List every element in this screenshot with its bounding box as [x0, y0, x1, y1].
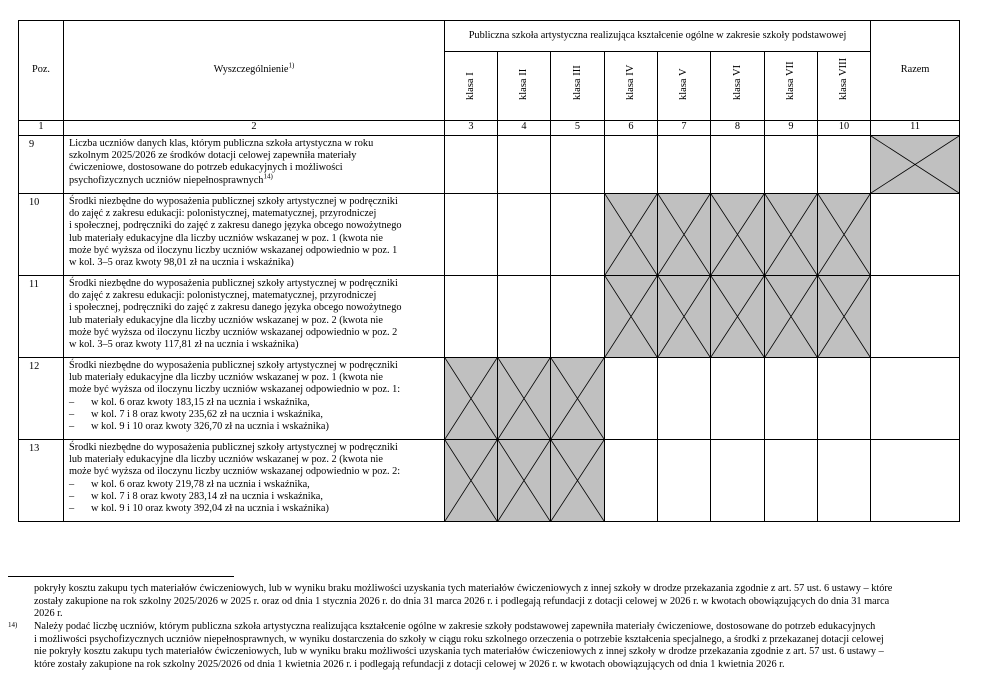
cross-mark-icon: [818, 276, 870, 357]
description-line: [69, 162, 440, 174]
cross-mark-icon: [445, 358, 497, 439]
footnote-ref-14: 14): [263, 172, 273, 181]
crossed-out-cell: [551, 358, 605, 440]
column-number: 9: [765, 121, 818, 136]
description-line: [69, 339, 440, 351]
row-description: [64, 358, 445, 440]
description-line: [69, 138, 440, 150]
class-entry-cell[interactable]: [658, 358, 711, 440]
header-class-8: [818, 52, 871, 121]
crossed-out-cell: [818, 276, 871, 358]
dash-item-text: w kol. 7 i 8 oraz kwoty 235,62 zł na ucznia i wskaźnika,: [91, 408, 323, 420]
dash-marker: –: [69, 478, 75, 490]
class-entry-cell[interactable]: [658, 136, 711, 194]
row-number: 12: [19, 358, 64, 440]
table-row: [19, 194, 960, 276]
header-class-label: klasa I: [465, 72, 476, 100]
table-row: [19, 440, 960, 522]
crossed-out-cell: [605, 194, 658, 276]
column-number: 3: [445, 121, 498, 136]
description-line: [69, 327, 440, 339]
description-text: Środki niezbędne do wyposażenia publicznej szkoły artystycznej w podręczniki: [69, 442, 398, 453]
footnote-line: i możliwości psychofizycznych uczniów niepełnosprawnych, w wyniku dostarczenia do szkoły w ciągu roku szkolnego orzeczenia o potrzebie kształcenia specjalnego, a środki z przekazanej dotacji celowej: [34, 633, 884, 645]
razem-entry-cell[interactable]: [871, 358, 960, 440]
allocation-table: [18, 20, 960, 522]
column-number: 7: [658, 121, 711, 136]
description-line: [69, 466, 440, 478]
crossed-out-cell: [765, 276, 818, 358]
class-entry-cell[interactable]: [765, 440, 818, 522]
description-line: [69, 454, 440, 466]
footnote-14-mark: 14): [8, 621, 18, 629]
description-line: [69, 360, 440, 372]
crossed-out-cell: [445, 440, 498, 522]
row-description: [64, 136, 445, 194]
crossed-out-cell: [871, 136, 960, 194]
class-entry-cell[interactable]: [445, 194, 498, 276]
cross-mark-icon: [765, 276, 817, 357]
description-text: i społecznej, podręczniki do zajęć z zakresu danego języka obcego nowożytnego: [69, 302, 402, 314]
dash-marker: –: [69, 421, 75, 433]
cross-mark-icon: [765, 194, 817, 275]
class-entry-cell[interactable]: [498, 136, 551, 194]
description-line: [69, 290, 440, 302]
column-number: 2: [64, 121, 445, 136]
dash-list-item: [69, 397, 440, 409]
row-number: 11: [19, 276, 64, 358]
description-line: [69, 302, 440, 314]
description-text: lub materiały edukacyjne dla liczby uczniów wskazanej w poz. 1 (kwota nie: [69, 232, 383, 244]
column-number: 8: [711, 121, 765, 136]
dash-list-item: [69, 421, 440, 433]
cross-mark-icon: [445, 440, 497, 521]
crossed-out-cell: [498, 440, 551, 522]
razem-entry-cell[interactable]: [871, 440, 960, 522]
header-class-3: [551, 52, 605, 121]
crossed-out-cell: [605, 276, 658, 358]
cross-mark-icon: [711, 276, 764, 357]
razem-entry-cell[interactable]: [871, 194, 960, 276]
dash-marker: –: [69, 490, 75, 502]
description-text: może być wyższa od iloczynu liczby uczniów wskazanej odpowiednio w poz. 1:: [69, 384, 401, 396]
class-entry-cell[interactable]: [498, 276, 551, 358]
dash-list-item: [69, 409, 440, 421]
header-class-label: klasa III: [571, 65, 583, 100]
description-line: [69, 315, 440, 327]
description-text: lub materiały edukacyjne dla liczby uczniów wskazanej w poz. 2 (kwota nie: [69, 314, 383, 326]
header-class-label: klasa IV: [625, 64, 636, 100]
footnote-continuation: [8, 583, 983, 621]
row-description: [64, 440, 445, 522]
description-text: Środki niezbędne do wyposażenia publicznej szkoły artystycznej w podręczniki: [69, 360, 398, 371]
description-line: [69, 150, 440, 162]
description-line: [69, 172, 440, 187]
description-text: może być wyższa od iloczynu liczby uczniów wskazanej odpowiednio w poz. 1: [69, 244, 398, 256]
footnote-line: które zostały zakupione na rok szkolny 2025/2026 od dnia 1 kwietnia 2026 r. i podlegają refundacji z dotacji celowej w 2026 r. w kwotach obowiązujących od dnia 1 kwietnia 2026 r.: [34, 658, 785, 670]
crossed-out-cell: [711, 276, 765, 358]
class-entry-cell[interactable]: [551, 136, 605, 194]
header-row-top: [19, 21, 960, 52]
footnote-line: nie pokryły kosztu zakupu tych materiałów ćwiczeniowych, lub w wyniku braku możliwości uzyskania tych materiałów ćwiczeniowych z innej szkoły w drodze przekazania zgodnie z art. 57 ust. 6 ustawy –: [34, 646, 884, 658]
column-number: 1: [19, 121, 64, 136]
crossed-out-cell: [498, 358, 551, 440]
dash-marker: –: [69, 503, 75, 515]
dash-list-item: [69, 503, 440, 515]
crossed-out-cell: [765, 194, 818, 276]
footnote-line: zostały zakupione na rok szkolny 2025/2026 w 2025 r. oraz od dnia 1 stycznia 2026 r. do dnia 31 marca 2026 r. i podlegają refundacji z dotacji celowej w 2026 r. w kwotach obowiązujących do dnia 31 marca: [34, 595, 890, 607]
footnote-line: Należy podać liczbę uczniów, którym publiczna szkoła artystyczna realizująca kształcenie ogólne w zakresie szkoły podstawowej zapewniła materiały ćwiczeniowe, dostosowane do potrzeb edukacyjnych: [34, 621, 876, 632]
header-wyszczegolnienie: [64, 21, 445, 121]
dash-item-text: w kol. 9 i 10 oraz kwoty 392,04 zł na ucznia i wskaźnika): [91, 503, 329, 515]
class-entry-cell[interactable]: [445, 136, 498, 194]
class-entry-cell[interactable]: [498, 194, 551, 276]
row-description: [64, 276, 445, 358]
cross-mark-icon: [551, 358, 604, 439]
cross-mark-icon: [498, 440, 550, 521]
description-line: [69, 257, 440, 269]
cross-mark-icon: [818, 194, 870, 275]
header-class-label: klasa VII: [785, 61, 796, 100]
dash-list-item: [69, 479, 440, 491]
description-text: ćwiczeniowe, dostosowane do potrzeb edukacyjnych i możliwości: [69, 162, 343, 174]
column-number: 6: [605, 121, 658, 136]
column-number-row: [19, 121, 960, 136]
dash-item-text: w kol. 6 oraz kwoty 183,15 zł na ucznia i wskaźnika,: [91, 396, 310, 408]
description-line: [69, 233, 440, 245]
crossed-out-cell: [445, 358, 498, 440]
crossed-out-cell: [658, 276, 711, 358]
crossed-out-cell: [818, 194, 871, 276]
crossed-out-cell: [658, 194, 711, 276]
footnote-line: 2026 r.: [34, 608, 63, 620]
class-entry-cell[interactable]: [818, 358, 871, 440]
description-text: lub materiały edukacyjne dla liczby uczniów wskazanej w poz. 2 (kwota nie: [69, 454, 383, 466]
column-number: 11: [871, 121, 960, 136]
description-text: do zajęć z zakresu edukacji: polonistycznej, matematycznej, przyrodniczej: [69, 290, 377, 302]
cross-mark-icon: [605, 276, 657, 357]
footnote-separator: [8, 576, 234, 577]
class-entry-cell[interactable]: [551, 276, 605, 358]
footnote-ref-1: 1): [288, 61, 295, 70]
table-row: [19, 276, 960, 358]
description-text: w kol. 3–5 oraz kwoty 98,01 zł na ucznia i wskaźnika): [69, 257, 294, 269]
header-class-7: [765, 52, 818, 121]
class-entry-cell[interactable]: [711, 136, 765, 194]
description-text: szkolnym 2025/2026 ze środków dotacji celowej zapewniła materiały: [69, 150, 357, 162]
description-text: może być wyższa od iloczynu liczby uczniów wskazanej odpowiednio w poz. 2: [69, 326, 398, 338]
description-line: [69, 208, 440, 220]
header-class-label: klasa VI: [731, 64, 743, 100]
table-row: [19, 358, 960, 440]
crossed-out-cell: [711, 194, 765, 276]
header-class-5: [658, 52, 711, 121]
class-entry-cell[interactable]: [658, 440, 711, 522]
cross-mark-icon: [871, 136, 959, 193]
dash-item-text: w kol. 6 oraz kwoty 219,78 zł na ucznia i wskaźnika,: [91, 478, 310, 490]
description-line: [69, 245, 440, 257]
description-line: [69, 442, 440, 454]
header-group-title: Publiczna szkoła artystyczna realizująca kształcenie ogólne w zakresie szkoły podstawowej: [445, 21, 871, 52]
header-class-label: klasa VIII: [838, 57, 850, 100]
cross-mark-icon: [658, 276, 710, 357]
dash-marker: –: [69, 396, 75, 408]
dash-item-text: w kol. 7 i 8 oraz kwoty 283,14 zł na ucznia i wskaźnika,: [91, 490, 323, 502]
class-entry-cell[interactable]: [605, 358, 658, 440]
column-number: 10: [818, 121, 871, 136]
dash-item-text: w kol. 9 i 10 oraz kwoty 326,70 zł na ucznia i wskaźnika): [91, 421, 329, 433]
header-class-2: [498, 52, 551, 121]
cross-mark-icon: [551, 440, 604, 521]
description-text: lub materiały edukacyjne dla liczby uczniów wskazanej w poz. 1 (kwota nie: [69, 372, 383, 384]
header-class-1: [445, 52, 498, 121]
description-line: [69, 278, 440, 290]
description-text: w kol. 3–5 oraz kwoty 117,81 zł na ucznia i wskaźnika): [69, 339, 299, 351]
razem-entry-cell[interactable]: [871, 276, 960, 358]
header-wyszczegolnienie-text: Wyszczególnienie: [213, 64, 289, 76]
class-entry-cell[interactable]: [445, 276, 498, 358]
description-text: psychofizycznych uczniów niepełnosprawnych: [69, 174, 264, 186]
class-entry-cell[interactable]: [765, 136, 818, 194]
description-line: [69, 220, 440, 232]
description-text: może być wyższa od iloczynu liczby uczniów wskazanej odpowiednio w poz. 2:: [69, 466, 401, 478]
cross-mark-icon: [605, 194, 657, 275]
row-number: 13: [19, 440, 64, 522]
class-entry-cell[interactable]: [605, 136, 658, 194]
description-line: [69, 372, 440, 384]
row-description: [64, 194, 445, 276]
class-entry-cell[interactable]: [765, 358, 818, 440]
cross-mark-icon: [711, 194, 764, 275]
description-text: i społecznej, podręczniki do zajęć z zakresu danego języka obcego nowożytnego: [69, 220, 402, 232]
footnote-line: pokryły kosztu zakupu tych materiałów ćwiczeniowych, lub w wyniku braku możliwości uzyskania tych materiałów ćwiczeniowych z innej szkoły w drodze przekazania zgodnie z art. 57 ust. 6 ustawy – które: [34, 583, 893, 594]
header-poz: Poz.: [19, 21, 64, 121]
description-line: [69, 196, 440, 208]
description-line: [69, 384, 440, 396]
class-entry-cell[interactable]: [551, 194, 605, 276]
column-number: 5: [551, 121, 605, 136]
description-text: Środki niezbędne do wyposażenia publicznej szkoły artystycznej w podręczniki: [69, 196, 398, 207]
column-number: 4: [498, 121, 551, 136]
table-row: [19, 136, 960, 194]
class-entry-cell[interactable]: [711, 440, 765, 522]
row-number: 9: [19, 136, 64, 194]
dash-list-item: [69, 491, 440, 503]
footnote-14: [8, 621, 983, 671]
description-text: Środki niezbędne do wyposażenia publicznej szkoły artystycznej w podręczniki: [69, 278, 398, 289]
cross-mark-icon: [498, 358, 550, 439]
header-class-label: klasa II: [518, 68, 529, 100]
description-text: do zajęć z zakresu edukacji: polonistycznej, matematycznej, przyrodniczej: [69, 208, 377, 220]
header-razem: Razem: [871, 21, 960, 121]
class-entry-cell[interactable]: [818, 440, 871, 522]
class-entry-cell[interactable]: [605, 440, 658, 522]
dash-marker: –: [69, 408, 75, 420]
class-entry-cell[interactable]: [818, 136, 871, 194]
header-class-6: [711, 52, 765, 121]
header-class-4: [605, 52, 658, 121]
row-number: 10: [19, 194, 64, 276]
cross-mark-icon: [658, 194, 710, 275]
crossed-out-cell: [551, 440, 605, 522]
description-text: Liczba uczniów danych klas, którym publiczna szkoła artystyczna w roku: [69, 138, 374, 149]
header-class-label: klasa V: [678, 68, 689, 100]
class-entry-cell[interactable]: [711, 358, 765, 440]
